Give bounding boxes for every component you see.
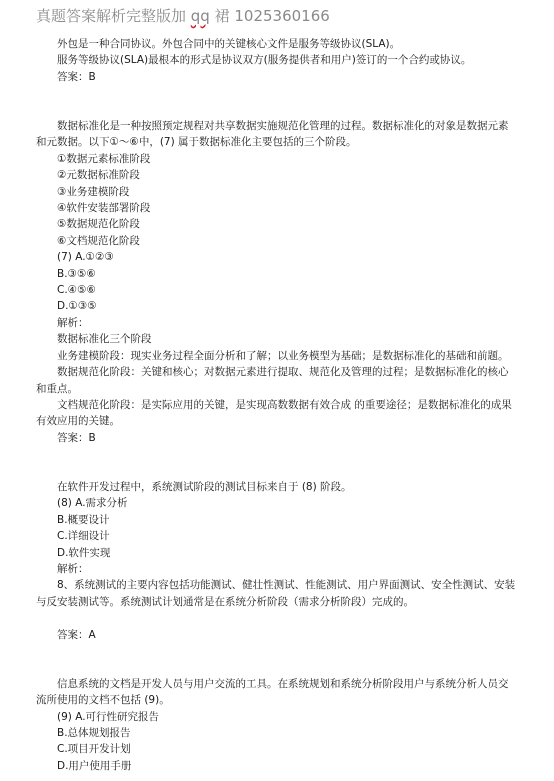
answer: 答案：A [57, 628, 96, 641]
option: C.详细设计 [57, 530, 110, 543]
question-text: 数据标准化是一种按照预定规程对共享数据实施规范化管理的过程。数据标准化的对象是数据元素和元数据。以下①～⑥中，(7) 属于数据标准化主要包括的三个阶段。 [36, 120, 509, 149]
list-item: ①数据元素标准阶段 [57, 152, 151, 165]
analysis-paragraph: 文档规范化阶段：是实际应用的关键，是实现高数数据有效合成 的重要途径；是数据标准化的成果有效应用的关键。 [36, 398, 512, 428]
question-text: 信息系统的文档是开发人员与用户交流的工具。在系统规划和系统分析阶段用户与系统分析人员交流所使用的文档不包括 (9)。 [36, 677, 509, 707]
answer: 答案：B [57, 70, 96, 83]
analysis-label: 解析： [57, 562, 89, 575]
answer: 答案：B [57, 431, 96, 444]
option: (9) A.可行性研究报告 [57, 710, 160, 723]
analysis-label: 解析： [57, 316, 89, 329]
analysis-paragraph: 数据规范化阶段：关键和核心；对数据元素进行提取、规范化及管理的过程；是数据标准化的核心和重点。 [36, 366, 509, 395]
analysis-title: 数据标准化三个阶段 [57, 333, 152, 346]
option: (7) A.①②③ [57, 251, 114, 264]
header-text-2: 裙 1025360166 [209, 7, 330, 25]
option: B.概要设计 [57, 513, 110, 526]
paragraph: 外包是一种合同协议。外包合同中的关键核心文件是服务等级协议(SLA)。 [57, 38, 401, 50]
option: D.用户使用手册 [57, 759, 132, 772]
option: D.软件实现 [57, 546, 111, 559]
list-item: ③业务建模阶段 [57, 185, 130, 198]
option: C.④⑤⑥ [57, 284, 96, 297]
option: B.③⑤⑥ [57, 267, 96, 280]
option: C.项目开发计划 [57, 743, 131, 756]
question-text: 在软件开发过程中，系统测试阶段的测试目标来自于 (8) 阶段。 [57, 480, 352, 493]
watermark-header [36, 6, 330, 26]
analysis-paragraph: 业务建模阶段：现实业务过程全面分析和了解；以业务模型为基础；是数据标准化的基础和前题。 [57, 349, 509, 362]
paragraph: 服务等级协议(SLA)最根本的形式是协议双方(服务提供者和用户)签订的一个合约或协议。 [57, 54, 472, 67]
header-text-1: 真题答案解析完整版加 [36, 7, 191, 25]
list-item: ④软件安装部署阶段 [57, 202, 151, 215]
header-qq: qq [190, 7, 210, 25]
list-item: ⑤数据规范化阶段 [57, 218, 140, 231]
option: B.总体规划报告 [57, 726, 131, 739]
list-item: ②元数据标准阶段 [57, 169, 140, 182]
list-item: ⑥文档规范化阶段 [57, 234, 140, 247]
option: D.①③⑤ [57, 300, 97, 313]
option: (8) A.需求分析 [57, 497, 128, 510]
analysis-paragraph: 8、系统测试的主要内容包括功能测试、健壮性测试、性能测试、用户界面测试、安全性测试、安装与反安装测试等。系统测试计划通常是在系统分析阶段（需求分析阶段）完成的。 [36, 579, 516, 608]
document-body [36, 36, 518, 774]
